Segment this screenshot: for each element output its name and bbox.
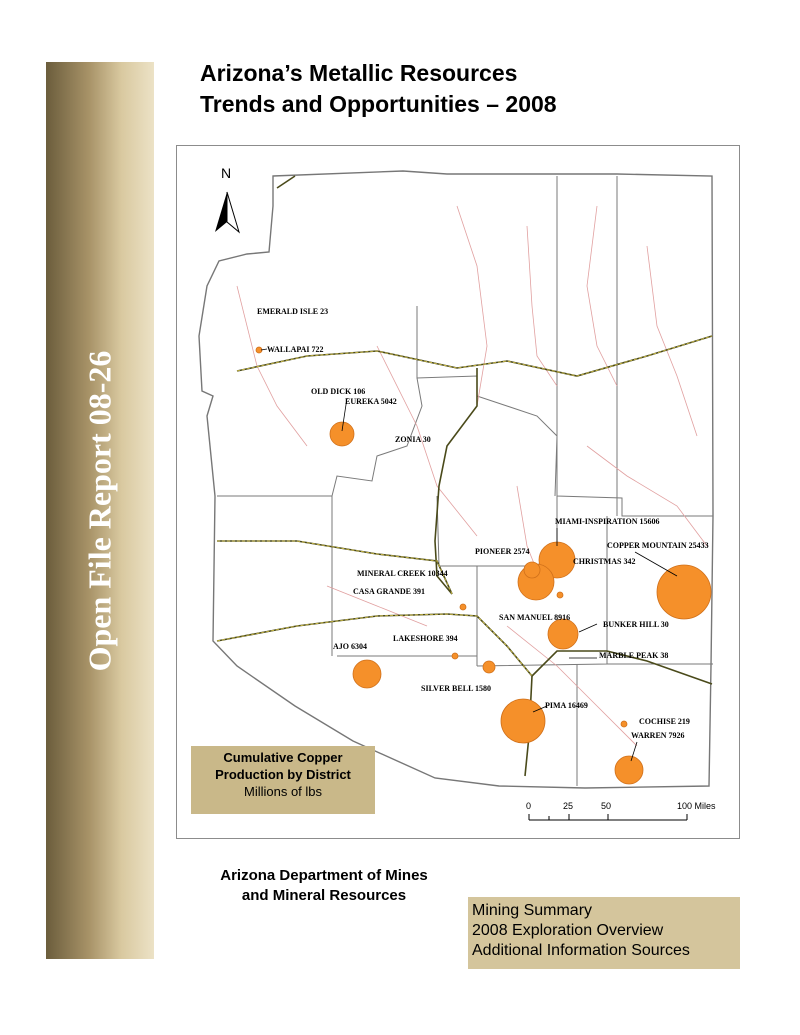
agency-line-1: Arizona Department of Mines [220, 867, 428, 884]
arizona-map [176, 145, 740, 839]
link-exploration-overview[interactable]: 2008 Exploration Overview [472, 922, 664, 939]
district-label-old-dick: OLD DICK 106 [311, 387, 366, 396]
district-label-christmas: CHRISTMAS 342 [573, 557, 636, 566]
district-circle-pima [501, 699, 545, 743]
district-circle-ajo [353, 660, 381, 688]
district-circle-warren [615, 756, 643, 784]
district-label-marble-peak: MARBLE PEAK 38 [599, 651, 669, 660]
district-circle-christmas [557, 592, 563, 598]
agency-name [188, 866, 460, 906]
title-line-1: Arizona’s Metallic Resources [200, 60, 518, 86]
map-canvas [177, 146, 739, 838]
link-mining-summary[interactable]: Mining Summary [472, 902, 593, 919]
contents-box [468, 897, 740, 969]
district-label-eureka: EUREKA 5042 [345, 397, 397, 406]
district-circle-pioneer [524, 562, 540, 578]
district-label-bunker-hill: BUNKER HILL 30 [603, 620, 669, 629]
district-label-wallapai: WALLAPAI 722 [267, 345, 324, 354]
state-outline [199, 171, 713, 788]
district-label-pioneer: PIONEER 2574 [475, 547, 530, 556]
map-legend [191, 746, 375, 814]
district-label-casa-grande: CASA GRANDE 391 [353, 587, 426, 596]
district-label-mineral-creek: MINERAL CREEK 10344 [357, 569, 448, 578]
scale-bar [526, 801, 716, 820]
district-circle-eureka [330, 422, 354, 446]
district-circle-san-manuel [548, 619, 578, 649]
district-label-lakeshore: LAKESHORE 394 [393, 634, 458, 643]
district-circle-cochise [621, 721, 627, 727]
agency-line-2: and Mineral Resources [241, 887, 407, 904]
district-circle-casa-grande [460, 604, 466, 610]
scale-label-50: 50 [601, 801, 612, 811]
scale-label-25: 25 [563, 801, 574, 811]
district-label-pima: PIMA 16469 [545, 701, 588, 710]
district-circle-lakeshore [452, 653, 458, 659]
report-number: Open File Report 08-26 [81, 350, 118, 671]
link-additional-information[interactable]: Additional Information Sources [472, 942, 690, 959]
legend-title-line-2: Production by District [215, 767, 351, 782]
district-label-zonia: ZONIA 30 [395, 435, 431, 444]
district-label-silver-bell: SILVER BELL 1580 [421, 684, 491, 693]
district-circle-copper-mountain [657, 565, 711, 619]
district-label-warren: WARREN 7926 [631, 731, 685, 740]
north-label: N [221, 165, 232, 181]
report-sidebar [46, 62, 154, 959]
district-label-cochise: COCHISE 219 [639, 717, 690, 726]
legend-units: Millions of lbs [243, 784, 323, 799]
district-label-emerald-isle: EMERALD ISLE 23 [257, 307, 329, 316]
legend-title-line-1: Cumulative Copper [223, 750, 343, 765]
scale-label-100: 100 Miles [677, 801, 716, 811]
north-arrow-icon [215, 192, 239, 232]
district-label-ajo: AJO 6304 [333, 642, 367, 651]
district-label-san-manuel: SAN MANUEL 8916 [499, 613, 571, 622]
scale-label-0: 0 [526, 801, 532, 811]
title-line-2: Trends and Opportunities – 2008 [200, 91, 557, 117]
page-title [200, 58, 557, 120]
district-circle-silver-bell [483, 661, 495, 673]
district-label-copper-mountain: COPPER MOUNTAIN 25433 [607, 541, 709, 550]
district-label-miami-inspiration: MIAMI-INSPIRATION 15606 [555, 517, 660, 526]
